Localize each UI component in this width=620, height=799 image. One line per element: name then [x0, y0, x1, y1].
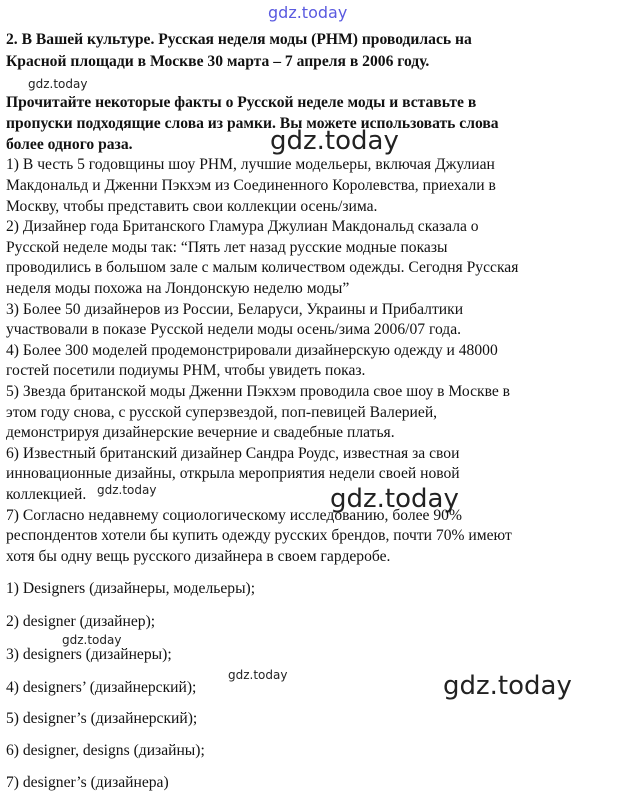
body-line: респондентов хотели бы купить одежду русских брендов, почти 70% имеют — [6, 527, 512, 544]
watermark-top: gdz.today — [268, 3, 348, 22]
body-line: 1) В честь 5 годовщины шоу РНМ, лучшие модельеры, включая Джулиан — [6, 156, 495, 173]
body-line: инновационные дизайны, открыла мероприятия недели своей новой — [6, 465, 460, 482]
answer-item: 2) designer (дизайнер); — [6, 613, 156, 630]
watermark-small-4: gdz.today — [228, 668, 288, 682]
task-title-line-2: Красной площади в Москве 30 марта – 7 апреля в 2006 году. — [6, 53, 430, 70]
body-line: 4) Более 300 моделей продемонстрировали дизайнерскую одежду и 48000 — [6, 342, 498, 359]
body-line: Москву, чтобы представить свои коллекции осень/зима. — [6, 198, 378, 215]
answer-item: 5) designer’s (дизайнерский); — [6, 710, 198, 727]
watermark-large-1: gdz.today — [270, 126, 399, 156]
watermark-large-2: gdz.today — [330, 484, 459, 514]
instruction-line-2: пропуски подходящие слова из рамки. Вы можете использовать слова — [6, 115, 499, 132]
watermark-small-2: gdz.today — [97, 483, 157, 497]
watermark-small-1: gdz.today — [28, 77, 88, 91]
answer-item: 4) designers’ (дизайнерский); — [6, 679, 197, 696]
watermark-small-3: gdz.today — [62, 633, 122, 647]
instruction-line-3: более одного раза. — [6, 136, 133, 153]
body-line: неделя моды похожа на Лондонскую неделю моды” — [6, 280, 350, 297]
body-line: участвовали в показе Русской недели моды осень/зима 2006/07 года. — [6, 321, 462, 338]
body-line: коллекцией. — [6, 486, 87, 503]
answer-item: 1) Designers (дизайнеры, модельеры); — [6, 580, 256, 597]
instruction-line-1: Прочитайте некоторые факты о Русской неделе моды и вставьте в — [6, 94, 477, 111]
answer-item: 6) designer, designs (дизайны); — [6, 742, 205, 759]
task-title-line-1: 2. В Вашей культуре. Русская неделя моды (РНМ) проводилась на — [6, 31, 472, 48]
body-line: гостей посетили подиумы РНМ, чтобы увидеть показ. — [6, 362, 366, 379]
body-line: 5) Звезда британской моды Дженни Пэкхэм проводила свое шоу в Москве в — [6, 383, 511, 400]
body-line: 6) Известный британский дизайнер Сандра Роудс, известная за свои — [6, 445, 460, 462]
body-line: демонстрируя дизайнерские вечерние и свадебные платья. — [6, 424, 395, 441]
body-line: Макдональд и Дженни Пэкхэм из Соединенного Королевства, приехали в — [6, 177, 496, 194]
answer-item: 3) designers (дизайнеры); — [6, 646, 172, 663]
answer-item: 7) designer’s (дизайнера) — [6, 774, 169, 791]
body-line: этом году снова, с русской суперзвездой, поп-певицей Валерией, — [6, 404, 438, 421]
body-line: хотя бы одну вещь русского дизайнера в своем гардеробе. — [6, 548, 391, 565]
watermark-large-3: gdz.today — [443, 671, 572, 701]
body-line: 2) Дизайнер года Британского Гламура Джулиан Макдональд сказала о — [6, 218, 479, 235]
body-line: проводились в большом зале с малым количеством одежды. Сегодня Русская — [6, 259, 519, 276]
body-line: Русской неделе моды так: “Пять лет назад русские модные показы — [6, 239, 448, 256]
body-line: 3) Более 50 дизайнеров из России, Беларуси, Украины и Прибалтики — [6, 301, 464, 318]
body-line: 7) Согласно недавнему социологическому исследованию, более 90% — [6, 507, 462, 524]
